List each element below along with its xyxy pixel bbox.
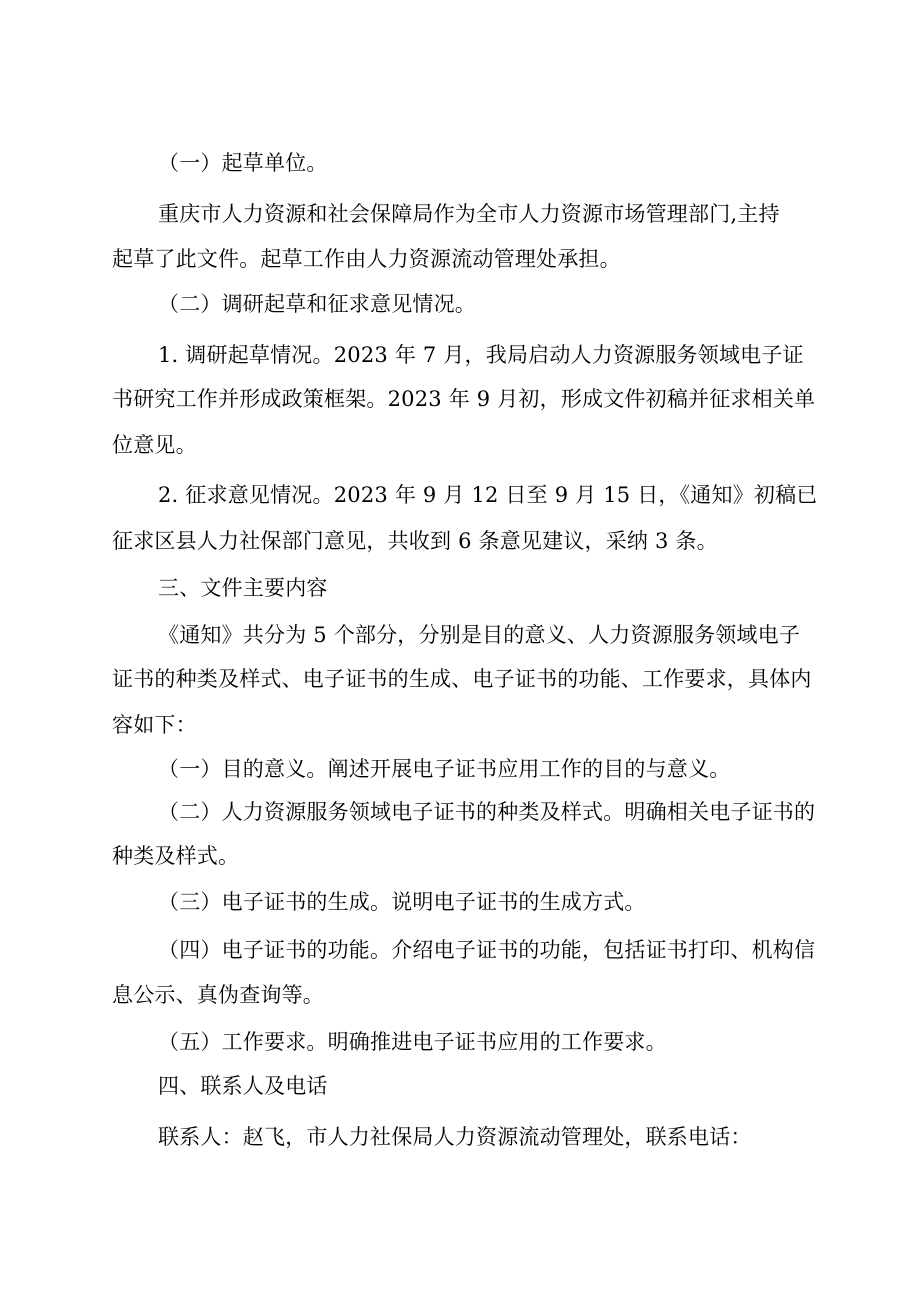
section-heading-main-content: 三、文件主要内容	[158, 576, 328, 600]
paragraph-line: 2. 征求意见情况。2023 年 9 月 12 日至 9 月 15 日，《通知》初稿已	[158, 483, 818, 507]
paragraph-line: 起草了此文件。起草工作由人力资源流动管理处承担。	[112, 247, 621, 271]
paragraph-line: 征求区县人力社保部门意见，共收到 6 条意见建议，采纳 3 条。	[112, 529, 718, 553]
paragraph-line: 书研究工作并形成政策框架。2023 年 9 月初，形成文件初稿并征求相关单	[112, 387, 816, 411]
paragraph-line: 重庆市人力资源和社会保障局作为全市人力资源市场管理部门,主持	[158, 202, 780, 226]
paragraph-line: 容如下：	[112, 713, 197, 737]
list-item: （四）电子证书的功能。介绍电子证书的功能，包括证书打印、机构信	[158, 938, 816, 962]
paragraph-line: 证书的种类及样式、电子证书的生成、电子证书的功能、工作要求，具体内	[112, 667, 812, 691]
paragraph-line: 《通知》共分为 5 个部分，分别是目的意义、人力资源服务领域电子	[158, 623, 801, 647]
list-item: （二）人力资源服务领域电子证书的种类及样式。明确相关电子证书的	[158, 800, 816, 824]
paragraph-line: 1. 调研起草情况。2023 年 7 月，我局启动人力资源服务领域电子证	[158, 343, 804, 367]
paragraph-line: 种类及样式。	[112, 844, 240, 868]
section-heading-drafting-unit: （一）起草单位。	[158, 151, 328, 175]
section-heading-research: （二）调研起草和征求意见情况。	[158, 292, 476, 316]
paragraph-line: 位意见。	[112, 433, 197, 457]
list-item: （三）电子证书的生成。说明电子证书的生成方式。	[158, 890, 646, 914]
list-item: （一）目的意义。阐述开展电子证书应用工作的目的与意义。	[158, 757, 731, 781]
list-item: （五）工作要求。明确推进电子证书应用的工作要求。	[158, 1030, 667, 1054]
section-heading-contact: 四、联系人及电话	[158, 1074, 328, 1098]
contact-line: 联系人：赵飞，市人力社保局人力资源流动管理处，联系电话：	[158, 1125, 752, 1149]
paragraph-line: 息公示、真伪查询等。	[112, 983, 324, 1007]
